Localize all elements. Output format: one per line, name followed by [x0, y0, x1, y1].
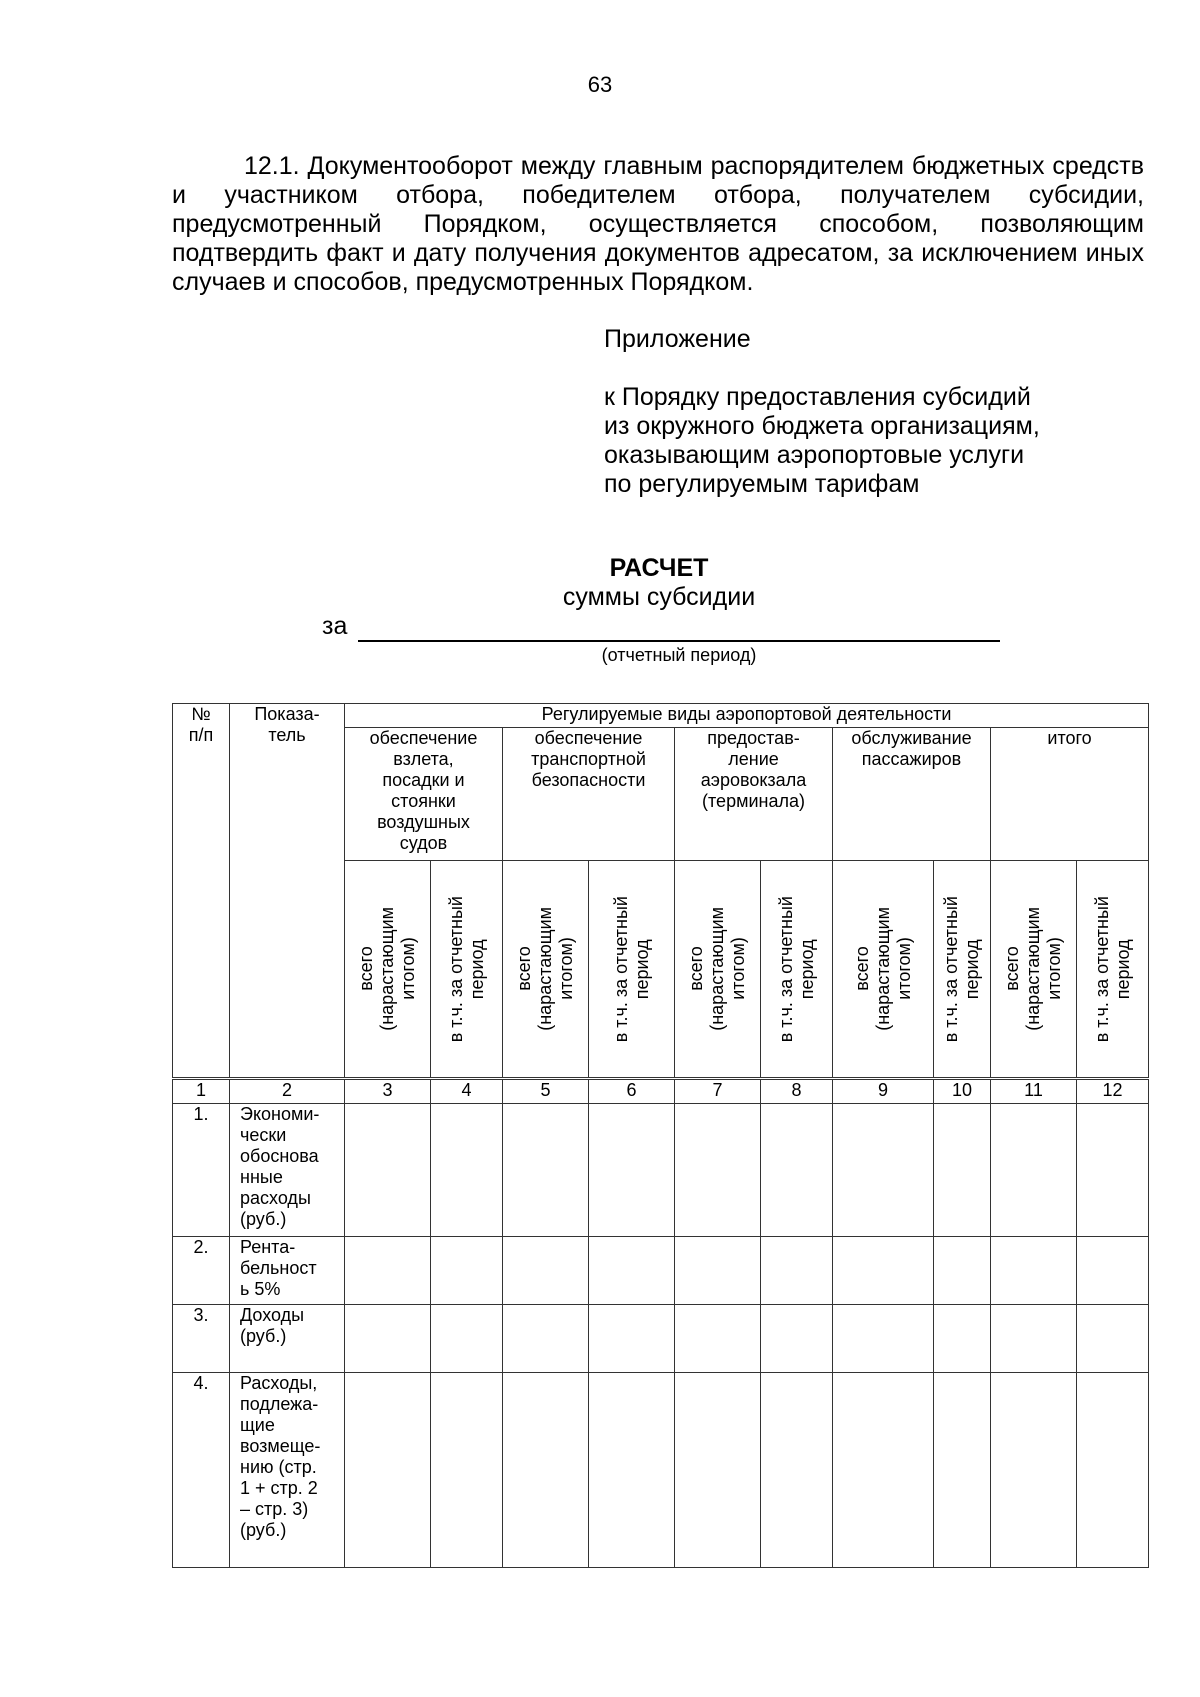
value-cell	[503, 1373, 589, 1568]
value-cell	[431, 1237, 503, 1305]
value-cell	[345, 1305, 431, 1373]
subheader-total: всего (нарастающим итогом)	[833, 861, 934, 1078]
value-cell	[345, 1237, 431, 1305]
value-cell	[675, 1104, 761, 1237]
value-cell	[833, 1104, 934, 1237]
value-cell	[761, 1104, 833, 1237]
value-cell	[675, 1373, 761, 1568]
value-cell	[991, 1104, 1077, 1237]
column-number: 11	[991, 1080, 1077, 1104]
value-cell	[991, 1305, 1077, 1373]
calculation-subtitle: суммы субсидии	[562, 583, 756, 611]
value-cell	[589, 1104, 675, 1237]
row-number: 3.	[173, 1305, 230, 1373]
value-cell	[503, 1237, 589, 1305]
value-cell	[345, 1104, 431, 1237]
value-cell	[431, 1373, 503, 1568]
header-group-title: Регулируемые виды аэропортовой деятельности	[345, 704, 1149, 728]
column-number: 9	[833, 1080, 934, 1104]
column-number: 2	[230, 1080, 345, 1104]
value-cell	[991, 1237, 1077, 1305]
column-number: 1	[173, 1080, 230, 1104]
subheader-period: в т.ч. за отчетный период	[934, 861, 991, 1078]
subheader-period: в т.ч. за отчетный период	[761, 861, 833, 1078]
value-cell	[833, 1305, 934, 1373]
column-number: 10	[934, 1080, 991, 1104]
row-label: Рента- бельност ь 5%	[230, 1237, 345, 1305]
value-cell	[589, 1373, 675, 1568]
row-label: Доходы (руб.)	[230, 1305, 345, 1373]
value-cell	[1077, 1237, 1149, 1305]
header-num-cell: № п/п	[173, 704, 230, 1078]
value-cell	[761, 1305, 833, 1373]
period-caption: (отчетный период)	[601, 645, 757, 665]
calculation-title: РАСЧЕТ	[609, 554, 709, 582]
subheader-total: всего (нарастающим итогом)	[503, 861, 589, 1078]
row-label: Экономи- чески обоснова нные расходы (руб.)	[230, 1104, 345, 1237]
value-cell	[589, 1305, 675, 1373]
table-row	[173, 1104, 1149, 1237]
subheader-period: в т.ч. за отчетный период	[431, 861, 503, 1078]
column-number: 3	[345, 1080, 431, 1104]
column-number: 5	[503, 1080, 589, 1104]
header-indicator-cell: Показа- тель	[230, 704, 345, 1078]
group-transport-security: обеспечение транспортной безопасности	[503, 728, 675, 861]
value-cell	[345, 1373, 431, 1568]
value-cell	[761, 1237, 833, 1305]
value-cell	[1077, 1104, 1149, 1237]
column-number: 8	[761, 1080, 833, 1104]
subheader-total: всего (нарастающим итогом)	[675, 861, 761, 1078]
value-cell	[675, 1305, 761, 1373]
value-cell	[675, 1237, 761, 1305]
appendix-title: Приложение	[604, 325, 751, 353]
table-row	[173, 1237, 1149, 1305]
row-label: Расходы, подлежа- щие возмеще- нию (стр. 1 + стр. 2 – стр. 3) (руб.)	[230, 1373, 345, 1568]
group-takeoff-landing: обеспечение взлета, посадки и стоянки воздушных судов	[345, 728, 503, 861]
value-cell	[761, 1373, 833, 1568]
row-number: 1.	[173, 1104, 230, 1237]
value-cell	[431, 1104, 503, 1237]
group-passenger-service: обслуживание пассажиров	[833, 728, 991, 861]
calculation-table-body	[172, 1079, 1149, 1568]
calculation-table-header	[172, 703, 1149, 1078]
value-cell	[1077, 1373, 1149, 1568]
value-cell	[1077, 1305, 1149, 1373]
value-cell	[934, 1104, 991, 1237]
subheader-period: в т.ч. за отчетный период	[589, 861, 675, 1078]
column-number: 6	[589, 1080, 675, 1104]
group-total: итого	[991, 728, 1149, 861]
value-cell	[431, 1305, 503, 1373]
subheader-total: всего (нарастающим итогом)	[991, 861, 1077, 1078]
column-number: 12	[1077, 1080, 1149, 1104]
column-number: 4	[431, 1080, 503, 1104]
value-cell	[503, 1305, 589, 1373]
subheader-period: в т.ч. за отчетный период	[1077, 861, 1149, 1078]
value-cell	[991, 1373, 1077, 1568]
value-cell	[503, 1104, 589, 1237]
group-terminal: предостав- ление аэровокзала (терминала)	[675, 728, 833, 861]
appendix-body: к Порядку предоставления субсидий из окружного бюджета организациям, оказывающим аэропортовые услуги по регулируемым тарифам	[604, 383, 1040, 498]
value-cell	[934, 1373, 991, 1568]
row-number: 2.	[173, 1237, 230, 1305]
value-cell	[833, 1237, 934, 1305]
page-number: 63	[587, 72, 613, 97]
paragraph-12-1: 12.1. Документооборот между главным распорядителем бюджетных средств и участником отбора, победителем отбора, получателем субсидии, предусмотренный Порядком, осуществляется способом, позволяющим подтвердить факт и дату получения документов адресатом, за исключением иных случаев и способов, предусмотренных Порядком.	[172, 152, 1144, 296]
table-row	[173, 1373, 1149, 1568]
column-number-row	[173, 1080, 1149, 1104]
value-cell	[833, 1373, 934, 1568]
period-prefix: за	[322, 612, 348, 640]
value-cell	[934, 1237, 991, 1305]
column-number: 7	[675, 1080, 761, 1104]
period-blank-line	[358, 640, 1000, 642]
value-cell	[934, 1305, 991, 1373]
subheader-total: всего (нарастающим итогом)	[345, 861, 431, 1078]
row-number: 4.	[173, 1373, 230, 1568]
table-row	[173, 1305, 1149, 1373]
value-cell	[589, 1237, 675, 1305]
